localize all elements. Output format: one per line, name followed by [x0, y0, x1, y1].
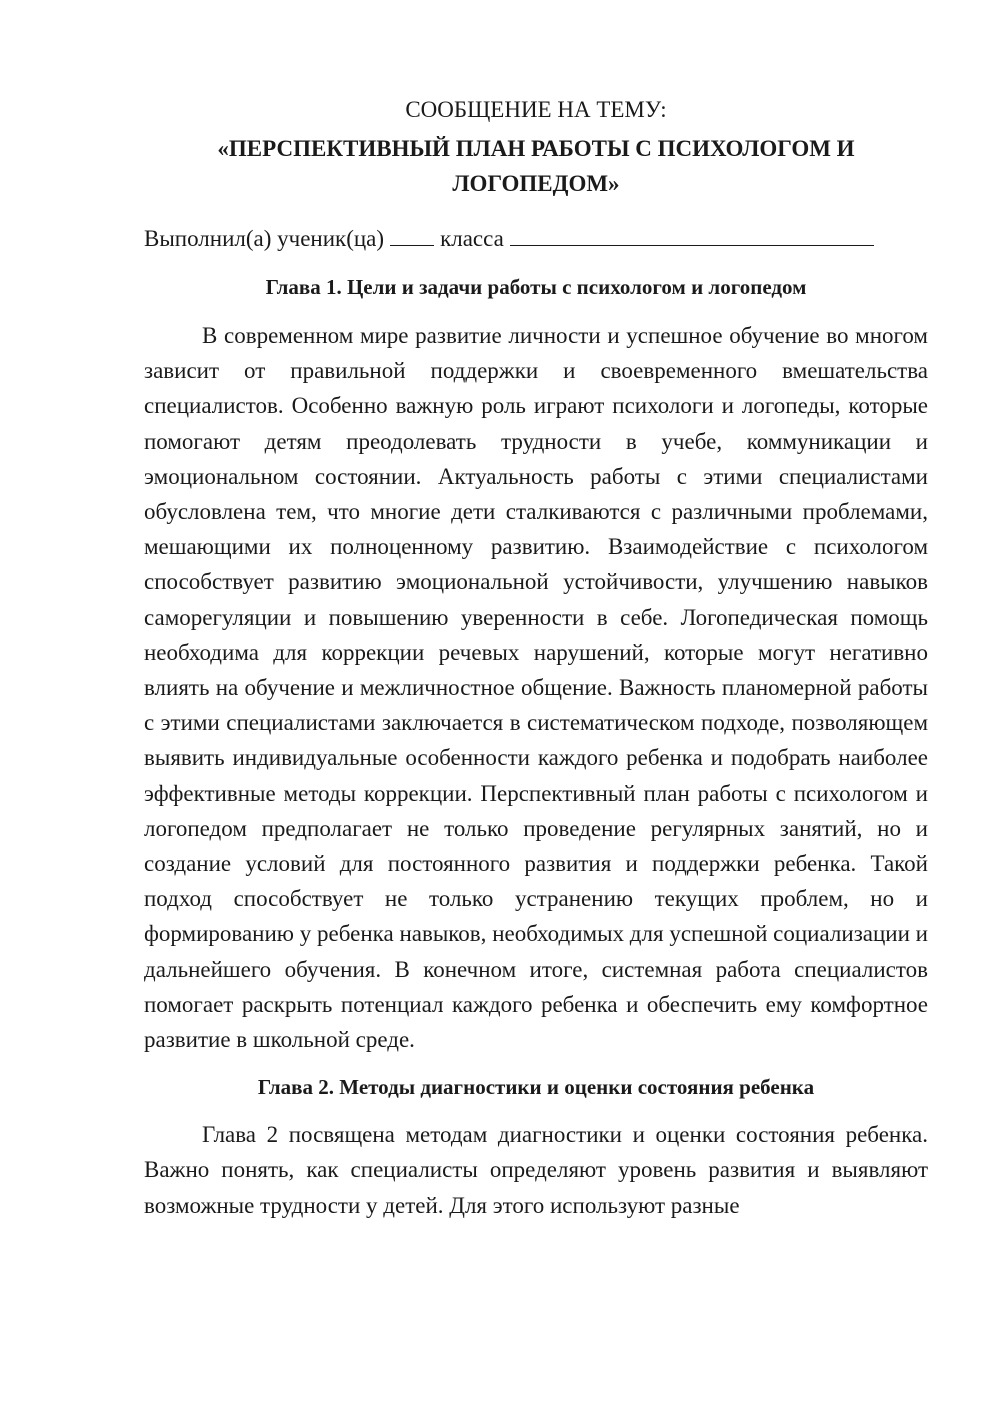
class-label: класса [440, 226, 504, 251]
document-pretitle: СООБЩЕНИЕ НА ТЕМУ: [405, 97, 667, 122]
chapter-2-heading: Глава 2. Методы диагностики и оценки состояния ребенка [257, 1075, 815, 1100]
document-title: «ПЕРСПЕКТИВНЫЙ ПЛАН РАБОТЫ С ПСИХОЛОГОМ И ЛОГОПЕДОМ» [217, 136, 855, 196]
document-page [144, 92, 928, 1223]
author-prefix: Выполнил(а) ученик(ца) [144, 226, 385, 251]
chapter-2-paragraph: Глава 2 посвящена методам диагностики и оценки состояния ребенка. Важно понять, как специалисты определяют уровень развития и выявляют возможные трудности у детей. Для этого используют разные [144, 1122, 928, 1218]
name-blank-field [510, 223, 874, 246]
chapter-1-heading: Глава 1. Цели и задачи работы с психологом и логопедом [265, 275, 807, 299]
chapter-1-paragraph: В современном мире развитие личности и успешное обучение во многом зависит от правильной поддержки и своевременного вмешательства специалистов. Особенно важную роль играют психологи и логопеды, которые помогают детям преодолевать трудности в учебе, коммуникации и эмоциональном состоянии. Актуальность работы с этими специалистами обусловлена тем, что многие дети сталкиваются с различными проблемами, мешающими их полноценному развитию. Взаимодействие с психологом способствует развитию эмоциональной устойчивости, улучшению навыков саморегуляции и повышению уверенности в себе. Логопедическая помощь необходима для коррекции речевых нарушений, которые могут негативно влиять на обучение и межличностное общение. Важность планомерной работы с этими специалистами заключается в систематическом подходе, позволяющем выявить индивидуальные особенности каждого ребенка и подобрать наиболее эффективные методы коррекции. Перспективный план работы с психологом и логопедом предполагает не только проведение регулярных занятий, но и создание условий для постоянного развития и поддержки ребенка. Такой подход способствует не только устранению текущих проблем, но и формированию у ребенка навыков, необходимых для успешной социализации и дальнейшего обучения. В конечном итоге, системная работа специалистов помогает раскрыть потенциал каждого ребенка и обеспечить ему комфортное развитие в школьной среде. [144, 323, 928, 1053]
class-blank-field [390, 223, 434, 246]
author-line [144, 221, 928, 257]
